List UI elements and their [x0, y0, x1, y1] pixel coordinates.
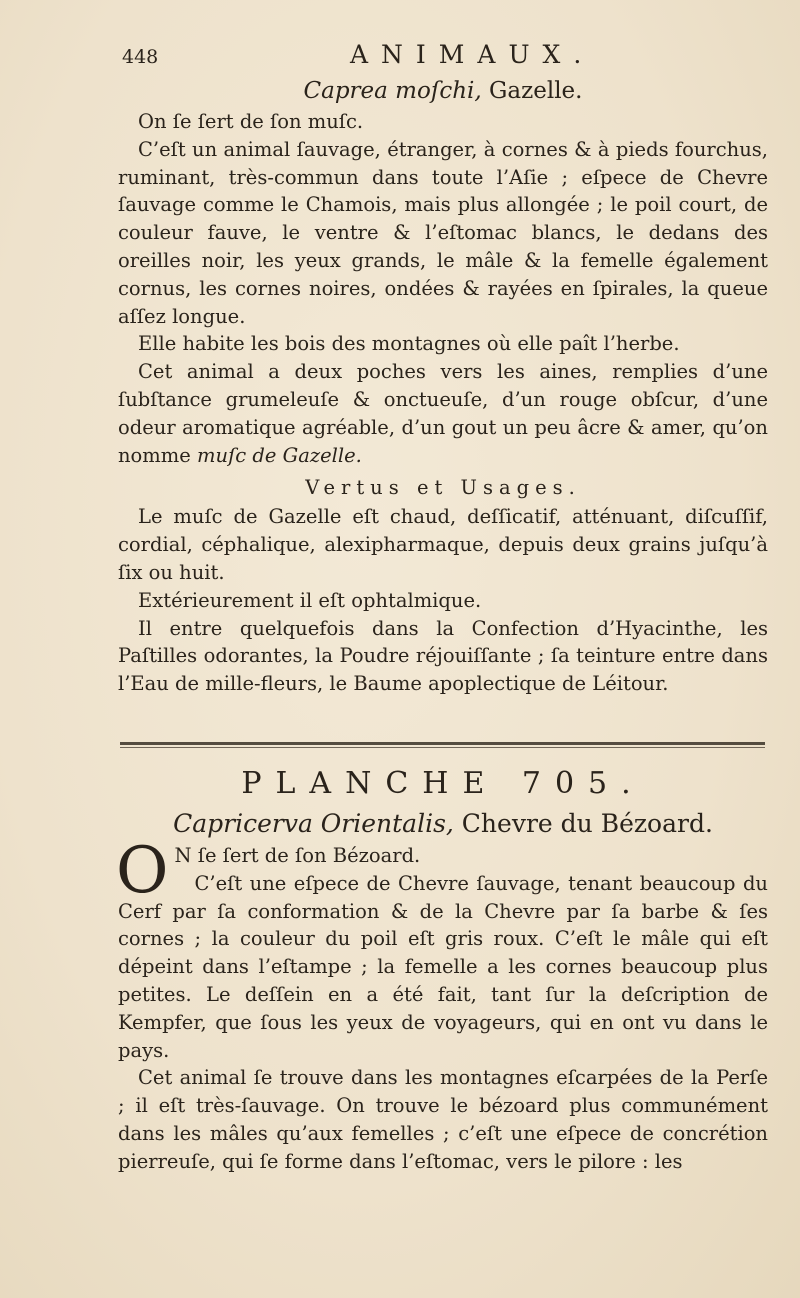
- entry-title-latin: Capricerva Orientalis,: [173, 809, 454, 838]
- section-heading: Vertus et Usages.: [305, 476, 581, 500]
- entry-title-latin: Caprea moſchi,: [303, 78, 482, 104]
- paragraph: Il entre quelquefois dans la Confection d’Hyacinthe, les Paſtilles odorantes, la Poudre réjouiſſante ; ſa teinture entre dans l’Eau de mille-fleurs, le Baume apoplectique de Léitour.: [118, 616, 768, 696]
- entry-title-french: Gazelle.: [481, 78, 583, 104]
- entry-title: [118, 78, 768, 104]
- paragraph: Extérieurement il eſt ophtalmique.: [138, 588, 482, 612]
- paragraph-text: N ſe ſert de ſon Bézoard.: [174, 844, 421, 867]
- paragraph: [118, 358, 768, 469]
- paragraph: On ſe ſert de ſon muſc.: [138, 110, 364, 133]
- paragraph: Cet animal ſe trouve dans les montagnes eſcarpées de la Perſe ; il eſt très-ſauvage. On trouve le bézoard plus communément dans les mâles qu’aux femelles ; c’eſt une eſpece de concrétion pierreuſe, qui ſe forme dans l’eſtomac, vers le pilore : les: [118, 1066, 768, 1173]
- drop-cap: O: [116, 834, 169, 908]
- entry-title-french: Chevre du Bézoard.: [453, 809, 713, 838]
- page-number: 448: [122, 46, 159, 68]
- paragraph: C’eſt un animal ſauvage, étranger, à cornes & à pieds fourchus, ruminant, très-commun dans toute l’Aſie ; eſpece de Chevre ſauvage comme le Chamois, mais plus allongée ; le poil court, de couleur fauve, le ventre & l’eſtomac blancs, le dedans des oreilles noir, les yeux grands, le mâle & la femelle également cornus, les cornes noires, ondées & rayées en ſpirales, la queue aſſez longue.: [118, 137, 768, 328]
- italic-term: muſc de Gazelle.: [190, 443, 362, 467]
- rule-thin: [120, 747, 765, 748]
- paragraph: [116, 834, 768, 908]
- entry-gazelle: [118, 78, 768, 698]
- entry-bezoard: [118, 766, 768, 1176]
- page-header: [122, 40, 762, 80]
- paragraph: C’eſt une eſpece de Chevre ſauvage, tenant beaucoup du Cerf par ſa conformation & de la Chevre par ſa barbe & ſes cornes ; la couleur du poil eſt gris roux. C’eſt le mâle qui eſt dépeint dans l’eſtampe ; la femelle a les cornes beaucoup plus petites. Le deſſein en a été fait, tant ſur la deſcription de Kempfer, que ſous les yeux de voyageurs, qui en ont vu dans le pays.: [118, 871, 768, 1062]
- plate-heading: PLANCHE 705.: [241, 766, 645, 801]
- running-title: ANIMAUX.: [350, 40, 595, 69]
- paragraph-text: Cet animal a deux poches vers les aines, remplies d’une ſubſtance grumeleuſe & onctueuſe, d’un rouge obſcur, d’une odeur aromatique agréable, d’un gout un peu âcre & amer, qu’on nomme: [118, 360, 768, 467]
- rule-thick: [120, 742, 765, 745]
- divider-rule: [120, 742, 765, 748]
- paragraph: Le muſc de Gazelle eſt chaud, deſſicatif, atténuant, diſcuſſif, cordial, céphalique, alexipharmaque, depuis deux grains juſqu’à ſix ou huit.: [118, 505, 768, 584]
- paragraph: Elle habite les bois des montagnes où elle paît l’herbe.: [138, 332, 680, 356]
- entry-title: [118, 809, 768, 838]
